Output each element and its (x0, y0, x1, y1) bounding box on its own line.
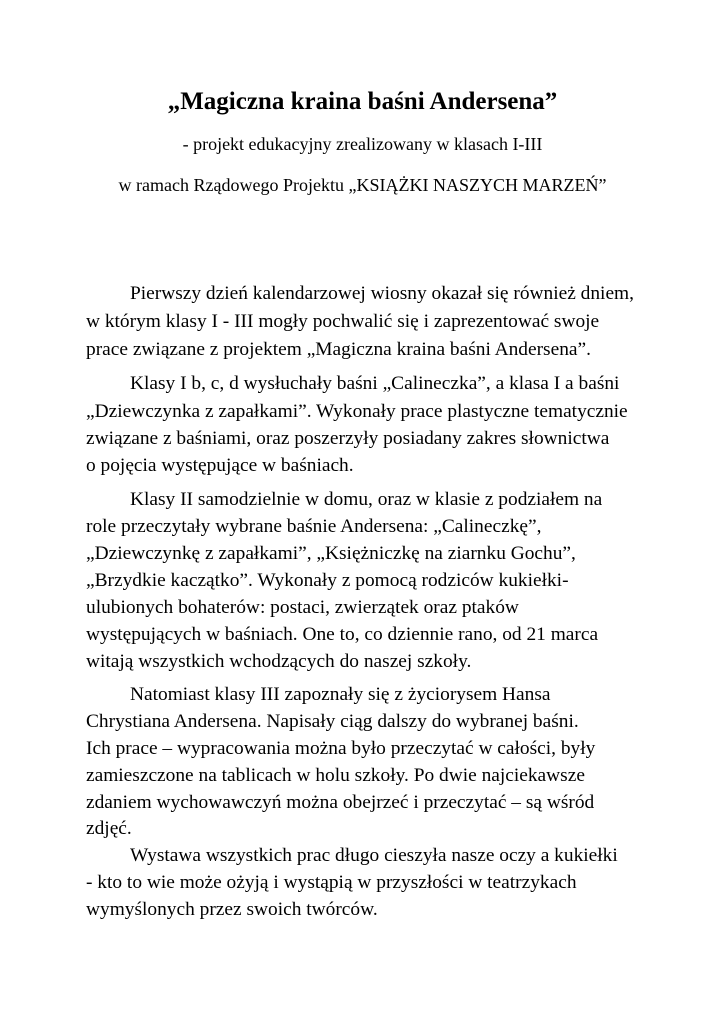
text-line: zdjęć. (86, 818, 132, 839)
text-line: o pojęcia występujące w baśniach. (86, 455, 354, 476)
text-line: zamieszczone na tablicach w holu szkoły. Po dwie najciekawsze (86, 765, 585, 786)
document-title: „Magiczna kraina baśni Andersena” (167, 88, 558, 115)
text-line: Natomiast klasy III zapoznały się z życiorysem Hansa (130, 684, 551, 705)
text-line: związane z baśniami, oraz poszerzyły posiadany zakres słownictwa (86, 428, 610, 449)
text-line: „Brzydkie kaczątko”. Wykonały z pomocą rodziców kukiełki- (86, 570, 569, 591)
text-line: ulubionych bohaterów: postaci, zwierzątek oraz ptaków (86, 597, 519, 618)
text-line: zdaniem wychowawczyń można obejrzeć i przeczytać – są wśród (86, 792, 595, 813)
text-line: role przeczytały wybrane baśnie Andersena: „Calineczkę”, (86, 516, 542, 537)
text-line: Chrystiana Andersena. Napisały ciąg dalszy do wybranej baśni. (86, 711, 579, 732)
text-line: prace związane z projektem „Magiczna kraina baśni Andersena”. (86, 339, 591, 360)
text-line: występujących w baśniach. One to, co dziennie rano, od 21 marca (86, 624, 599, 645)
text-line: „Dziewczynkę z zapałkami”, „Księżniczkę na ziarnku Gochu”, (86, 543, 576, 564)
text-line: w którym klasy I - III mogły pochwalić się i zaprezentować swoje (86, 311, 600, 332)
text-line: Wystawa wszystkich prac długo cieszyła nasze oczy a kukiełki (130, 845, 618, 866)
text-line: witają wszystkich wchodzących do naszej szkoły. (86, 651, 472, 672)
text-line: „Dziewczynka z zapałkami”. Wykonały prace plastyczne tematycznie (86, 401, 628, 422)
text-line: Klasy I b, c, d wysłuchały baśni „Calineczka”, a klasa I a baśni (130, 373, 620, 394)
text-line: Pierwszy dzień kalendarzowej wiosny okazał się również dniem, (130, 283, 634, 304)
text-line: - kto to wie może ożyją i wystąpią w przyszłości w teatrzykach (86, 872, 577, 893)
text-line: Ich prace – wypracowania można było przeczytać w całości, były (86, 738, 596, 759)
text-line: Klasy II samodzielnie w domu, oraz w klasie z podziałem na (130, 489, 603, 510)
document-subtitle: - projekt edukacyjny zrealizowany w klasach I-III (182, 134, 543, 154)
document-subtitle: w ramach Rządowego Projektu „KSIĄŻKI NASZYCH MARZEŃ” (118, 175, 607, 195)
text-line: wymyślonych przez swoich twórców. (86, 899, 378, 920)
